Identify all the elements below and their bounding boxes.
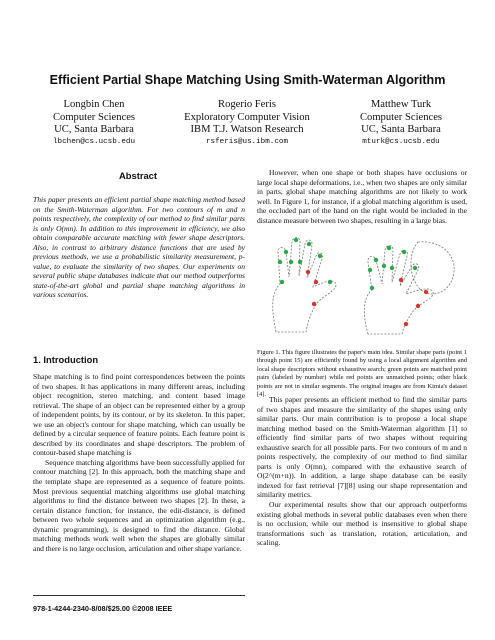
figure-1-hands-image: [258, 232, 462, 340]
figure-1: [258, 232, 462, 340]
matched-point: [370, 286, 374, 290]
matched-point: [387, 246, 391, 250]
footer-rule: [33, 595, 245, 596]
right-column-main: [257, 395, 467, 548]
matched-point: [294, 238, 298, 242]
unmatched-point: [424, 290, 428, 294]
introduction-text: [33, 372, 245, 553]
matched-point: [278, 260, 282, 264]
author-name: Matthew Turk: [370, 99, 432, 110]
matched-point: [289, 260, 293, 264]
author-email[interactable]: mturk@cs.ucsb.edu: [362, 137, 440, 146]
matched-point: [382, 264, 386, 268]
author-dept: Computer Sciences: [359, 111, 443, 123]
unmatched-point: [416, 304, 420, 308]
matched-point: [390, 266, 394, 270]
author-name: Rogerio Feris: [218, 99, 276, 110]
footer-copyright: 978-1-4244-2340-8/08/$25.00 ©2008 IEEE: [33, 604, 173, 613]
unmatched-point: [399, 278, 403, 282]
matched-point: [368, 268, 372, 272]
author-affiliation: UC, Santa Barbara: [54, 124, 134, 136]
body-paragraph: This paper presents an efficient method to find the similar parts of two shapes and measure the similarity of the shapes using only similar parts. Our main contribution is to propose a local shape matching method based on the Smith-Waterman algorithm [1] to efficiently find similar parts of two shapes without requiring exhaustive search for all possible parts. For two contours of m and n points respectively, the complexity of our method to find similar parts is only O(mn), compared with the exhaustive search of O(2^(m+n)). In addition, a large shape database can be easily indexed for fast retrieval [7][8] using our shape representation and similarity metrics.: [257, 395, 467, 500]
occluder-contour: [411, 242, 454, 294]
intro-paragraph: However, when one shape or both shapes have occlusions or large local shape deformations, i.e., when two shapes are only similar in parts, global shape matching algorithms are not likely to work well. In Figure 1, for instance, if a global matching algorithm is used, the occluded part of the hand on the right would be included in the distance measure between two shapes, resulting in a large bias.: [257, 168, 467, 225]
abstract-paragraph: This paper presents an efficient partial shape matching method based on the Smith-Waterman algorithm. For two contours of m and n points respectively, the complexity of our method to find similar parts is only O(mn). In addition to this improvement in efficiency, we also obtain comparable accurate matching with fewer shape descriptors. Also, in contrast to arbitrary distance functions that are used by previous methods, we use a probabilistic similarity measurement, p-value, to evaluate the similarity of two shapes. Our experiments on several public shape databases indicate that our method outperforms state-of-the-art global and partial shape matching algorithms in various scenarios.: [33, 195, 245, 300]
author-dept: Computer Sciences: [52, 111, 136, 123]
section-heading-introduction: 1. Introduction: [33, 354, 99, 365]
paper-title: Efficient Partial Shape Matching Using Smith-Waterman Algorithm: [49, 73, 446, 87]
unmatched-point: [306, 270, 310, 274]
unmatched-point: [312, 302, 316, 306]
body-paragraph: Our experimental results show that our approach outperforms existing global methods in several public databases even when there is no occlusion, while our method is insensitive to global shape transformations such as translation, rotation, articulation, and scaling.: [257, 500, 467, 548]
unmatched-point: [404, 322, 408, 326]
author-block: [172, 99, 322, 147]
matched-point: [374, 258, 378, 262]
author-affiliation: UC, Santa Barbara: [361, 124, 441, 136]
author-email[interactable]: lbchen@cs.ucsb.edu: [52, 137, 136, 146]
matched-point: [402, 250, 406, 254]
left-hand-contour: [273, 238, 336, 333]
matched-point: [284, 250, 288, 254]
author-dept: Exploratory Computer Vision: [184, 111, 310, 123]
abstract-text: [33, 195, 245, 300]
right-column-intro: [257, 168, 467, 225]
author-block: [19, 99, 169, 147]
matched-point: [413, 266, 417, 270]
intro-paragraph: Sequence matching algorithms have been successfully applied for contour matching [2]. In this approach, both the matching shape and the template shape are represented as a sequence of feature points. Most previous sequential matching algorithms use global matching algorithms to find the distance between two shapes [2]. In these, a certain distance function, for instance, the edit-distance, is defined between two whole sequences and an optimization algorithm (e.g., dynamic programming), is designed to find the distance. Global matching methods work well when the shapes are globally similar and there is no large occlusion, articulation and other shape variance.: [33, 457, 245, 553]
abstract-heading: Abstract: [118, 170, 158, 181]
author-name: Longbin Chen: [63, 99, 125, 110]
matched-point: [280, 280, 284, 284]
matched-point: [318, 254, 322, 258]
matched-point: [298, 260, 302, 264]
matched-point: [307, 242, 311, 246]
intro-paragraph: Shape matching is to find point correspondences between the points of two shapes. It has applications in many different areas, including object recognition, stereo matching, and content based image retrieval. The shape of an object can be represented either by a group of independent points, by its contour, or by its skeleton. In this paper, we use an object's contour for shape matching, which can usually be defined by a circular sequence of feature points. Each feature point is described by its coordinates and shape descriptors. The problem of contour-based shape matching is: [33, 372, 245, 458]
author-email[interactable]: rsferis@us.ibm.com: [205, 137, 289, 146]
figure-caption-text: Figure 1. This figure illustrates the paper's main idea. Similar shape parts (point 1 through point 15) are efficiently found by using a local alignment algorithm and local shape descriptors without exhaustive search; green points are matched point pairs (labeled by number) while red points are unmatched points; other black points are not in similar segments. The original images are from Kimia's dataset [4].: [257, 349, 467, 399]
matched-point: [328, 280, 332, 284]
figure-caption: [257, 349, 467, 399]
author-block: [326, 99, 476, 147]
author-affiliation: IBM T.J. Watson Research: [190, 124, 304, 136]
unmatched-point: [314, 280, 318, 284]
